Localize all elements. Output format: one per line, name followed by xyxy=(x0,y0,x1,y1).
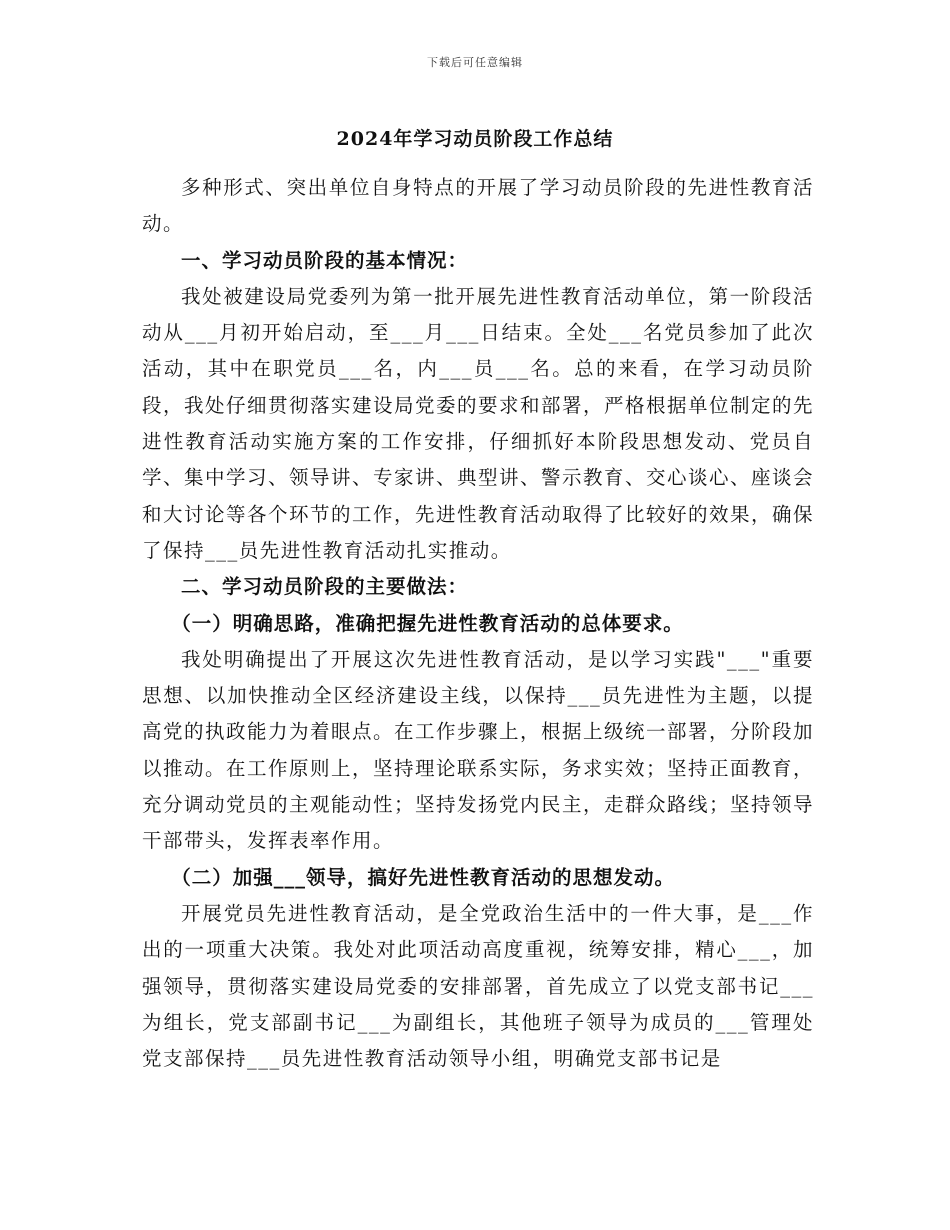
header-note: 下载后可任意编辑 xyxy=(427,56,523,69)
subsection-2-heading: （二）加强___领导，搞好先进性教育活动的思想发动。 xyxy=(171,865,676,889)
document-body xyxy=(142,170,814,1077)
subsection-1-heading: （一）明确思路，准确把握先进性教育活动的总体要求。 xyxy=(171,611,684,635)
section-2-heading: 二、学习动员阶段的主要做法： xyxy=(181,575,469,599)
section-1-heading: 一、学习动员阶段的基本情况： xyxy=(181,248,469,272)
section-1-paragraph: 我处被建设局党委列为第一批开展先进性教育活动单位，第一阶段活动从___月初开始启动，至___月___日结束。全处___名党员参加了此次活动，其中在职党员___名，内___员___名。总的来看，在学习动员阶段，我处仔细贯彻落实建设局党委的要求和部署，严格根据单位制定的先进性教育活动实施方案的工作安排，仔细抓好本阶段思想发动、党员自学、集中学习、领导讲、专家讲、典型讲、警示教育、交心谈心、座谈会和大讨论等各个环节的工作，先进性教育活动取得了比较好的效果，确保了保持___员先进性教育活动扎实推动。 xyxy=(142,284,815,562)
subsection-1-paragraph: 我处明确提出了开展这次先进性教育活动，是以学习实践"___"重要思想、以加快推动全区经济建设主线，以保持___员先进性为主题，以提高党的执政能力为着眼点。在工作步骤上，根据上级统一部署，分阶段加以推动。在工作原则上，坚持理论联系实际，务求实效；坚持正面教育，充分调动党员的主观能动性；坚持发扬党内民主，走群众路线；坚持领导干部带头，发挥表率作用。 xyxy=(142,647,815,853)
document-title: 2024年学习动员阶段工作总结 xyxy=(336,128,614,150)
subsection-2-paragraph: 开展党员先进性教育活动，是全党政治生活中的一件大事，是___作出的一项重大决策。我处对此项活动高度重视，统筹安排，精心___，加强领导，贯彻落实建设局党委的安排部署，首先成立了以党支部书记___为组长，党支部副书记___为副组长，其他班子领导为成员的___管理处党支部保持___员先进性教育活动领导小组，明确党支部书记是 xyxy=(142,901,814,1071)
intro-paragraph: 多种形式、突出单位自身特点的开展了学习动员阶段的先进性教育活动。 xyxy=(142,176,814,236)
